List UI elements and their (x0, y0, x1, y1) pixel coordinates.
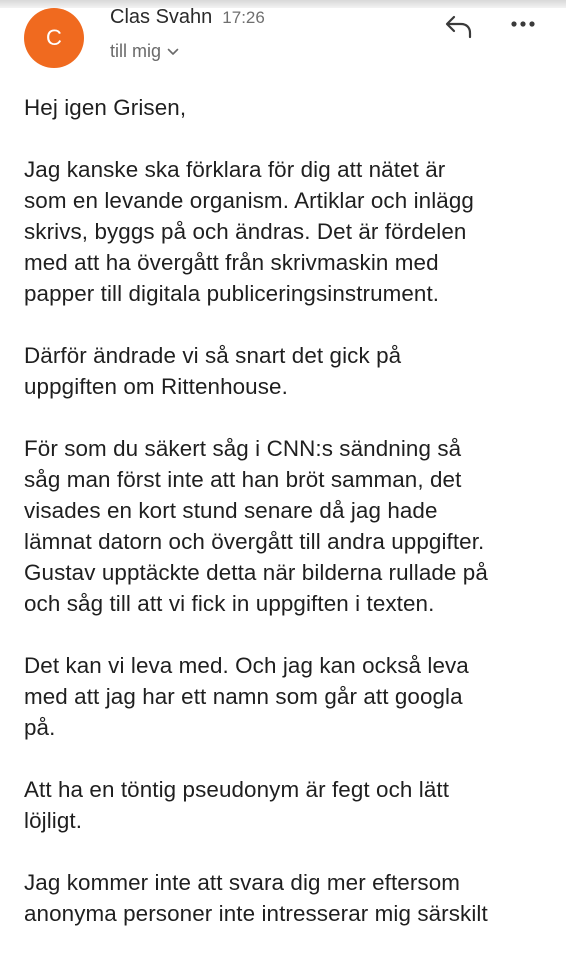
message-line: Gustav upptäckte detta när bilderna rullade på (24, 560, 488, 585)
message-line: Det kan vi leva med. Och jag kan också leva (24, 653, 469, 678)
sender-avatar[interactable] (24, 8, 84, 68)
message-line: Jag kanske ska förklara för dig att nätet är (24, 157, 446, 182)
message-line: visades en kort stund senare då jag hade (24, 498, 438, 523)
message-line: löjligt. (24, 808, 83, 833)
sender-name[interactable]: Clas Svahn (110, 6, 213, 28)
message-line: Att ha en töntig pseudonym är fegt och lätt (24, 777, 450, 802)
message-paragraph (24, 433, 554, 619)
greeting: Hej igen Grisen, (24, 95, 187, 120)
message-line: anonyma personer inte intresserar mig särskilt (24, 901, 488, 926)
reply-icon[interactable] (444, 14, 474, 40)
message-paragraph (24, 867, 554, 929)
recipient-label: till mig (110, 41, 162, 61)
message-paragraph (24, 650, 554, 743)
message-line: Jag kommer inte att svara dig mer eftersom (24, 870, 460, 895)
recipient-details-toggle[interactable] (110, 41, 179, 62)
message-line: För som du säkert såg i CNN:s sändning så (24, 436, 462, 461)
more-horizontal-icon[interactable] (510, 16, 538, 32)
message-line: papper till digitala publiceringsinstrument. (24, 281, 440, 306)
message-line: som en levande organism. Artiklar och inlägg (24, 188, 474, 213)
chevron-down-icon (167, 48, 179, 56)
message-time: 17:26 (222, 8, 265, 27)
message-paragraph (24, 340, 554, 402)
message-line: uppgiften om Rittenhouse. (24, 374, 288, 399)
message-line: lämnat datorn och övergått till andra uppgifter. (24, 529, 485, 554)
avatar-initial: C (46, 25, 62, 50)
message-line: skrivs, byggs på och ändras. Det är fördelen (24, 219, 467, 244)
message-line: och såg till att vi fick in uppgiften i texten. (24, 591, 435, 616)
message-line: med att jag har ett namn som går att googla (24, 684, 463, 709)
message-line: såg man först inte att han bröt samman, det (24, 467, 462, 492)
message-body (24, 92, 554, 960)
message-line: med att ha övergått från skrivmaskin med (24, 250, 439, 275)
message-paragraph (24, 154, 554, 309)
sender-row (110, 6, 265, 29)
message-line: Därför ändrade vi så snart det gick på (24, 343, 402, 368)
message-line: på. (24, 715, 56, 740)
top-toolbar-edge (0, 0, 566, 8)
message-paragraph (24, 774, 554, 836)
